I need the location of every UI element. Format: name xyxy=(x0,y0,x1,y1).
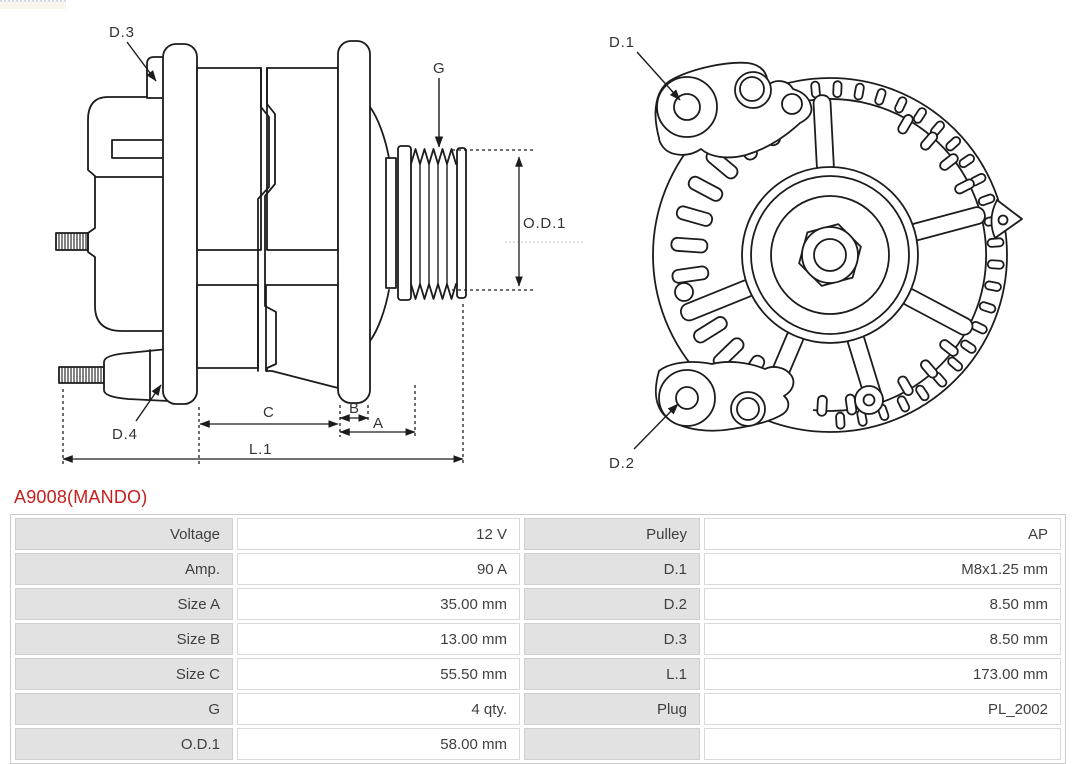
spec-row xyxy=(15,588,1061,620)
spec-label: Size A xyxy=(15,588,233,620)
front-view xyxy=(653,63,1022,432)
spec-label: Pulley xyxy=(524,518,700,550)
spec-label: G xyxy=(15,693,233,725)
hole-bottom-middle xyxy=(737,398,759,420)
spec-value: M8x1.25 mm xyxy=(704,553,1061,585)
pulley xyxy=(398,146,466,300)
label-c: C xyxy=(263,404,275,421)
leader-d1 xyxy=(637,52,680,100)
threaded-stud-top xyxy=(56,233,88,250)
spec-label: Plug xyxy=(524,693,700,725)
spec-label: D.1 xyxy=(524,553,700,585)
side-view xyxy=(56,41,466,404)
mounting-lug-bottom xyxy=(104,349,168,401)
spec-value: AP xyxy=(704,518,1061,550)
label-a: A xyxy=(373,415,384,432)
spec-value xyxy=(704,728,1061,760)
label-d2: D.2 xyxy=(609,455,635,472)
spec-value: PL_2002 xyxy=(704,693,1061,725)
spec-value: 12 V xyxy=(237,518,520,550)
hole-top-middle xyxy=(740,77,764,101)
spec-label xyxy=(524,728,700,760)
leader-d2 xyxy=(634,404,678,449)
spec-table-body xyxy=(15,518,1061,760)
threaded-stud-bottom xyxy=(59,367,104,383)
spec-label: Size B xyxy=(15,623,233,655)
spec-row xyxy=(15,693,1061,725)
label-l1: L.1 xyxy=(249,441,273,458)
spec-value: 90 A xyxy=(237,553,520,585)
rear-flange xyxy=(163,44,197,404)
spec-value: 8.50 mm xyxy=(704,588,1061,620)
spec-value: 8.50 mm xyxy=(704,623,1061,655)
ear-bottom-hole xyxy=(864,395,875,406)
part-number: A9008(MANDO) xyxy=(14,487,148,507)
ear-right-hole xyxy=(999,216,1008,225)
label-g: G xyxy=(433,60,446,77)
front-view-labels xyxy=(609,34,635,472)
spec-label: Voltage xyxy=(15,518,233,550)
spec-label: Amp. xyxy=(15,553,233,585)
spec-value: 55.50 mm xyxy=(237,658,520,690)
hub xyxy=(742,167,918,343)
mounting-ear-top xyxy=(147,57,163,98)
spec-label: D.3 xyxy=(524,623,700,655)
spec-label: L.1 xyxy=(524,658,700,690)
hole-top-right xyxy=(782,94,802,114)
spec-value: 35.00 mm xyxy=(237,588,520,620)
spec-label: D.2 xyxy=(524,588,700,620)
spec-row xyxy=(15,623,1061,655)
front-flange xyxy=(338,41,370,403)
spec-row xyxy=(15,553,1061,585)
label-d3: D.3 xyxy=(109,24,135,41)
label-od1: O.D.1 xyxy=(523,215,567,232)
label-d1: D.1 xyxy=(609,34,635,51)
spec-value: 173.00 mm xyxy=(704,658,1061,690)
spec-row xyxy=(15,728,1061,760)
hole-left-mid xyxy=(675,283,693,301)
label-d4: D.4 xyxy=(112,426,138,443)
spec-label: Size C xyxy=(15,658,233,690)
spec-value: 58.00 mm xyxy=(237,728,520,760)
spec-label: O.D.1 xyxy=(15,728,233,760)
spec-row xyxy=(15,518,1061,550)
spec-value: 4 qty. xyxy=(237,693,520,725)
spec-value: 13.00 mm xyxy=(237,623,520,655)
hole-d2 xyxy=(676,387,698,409)
shaft-nose xyxy=(370,107,396,341)
spec-table xyxy=(10,514,1066,764)
label-b: B xyxy=(349,400,360,417)
spec-row xyxy=(15,658,1061,690)
rear-housing xyxy=(88,97,168,331)
